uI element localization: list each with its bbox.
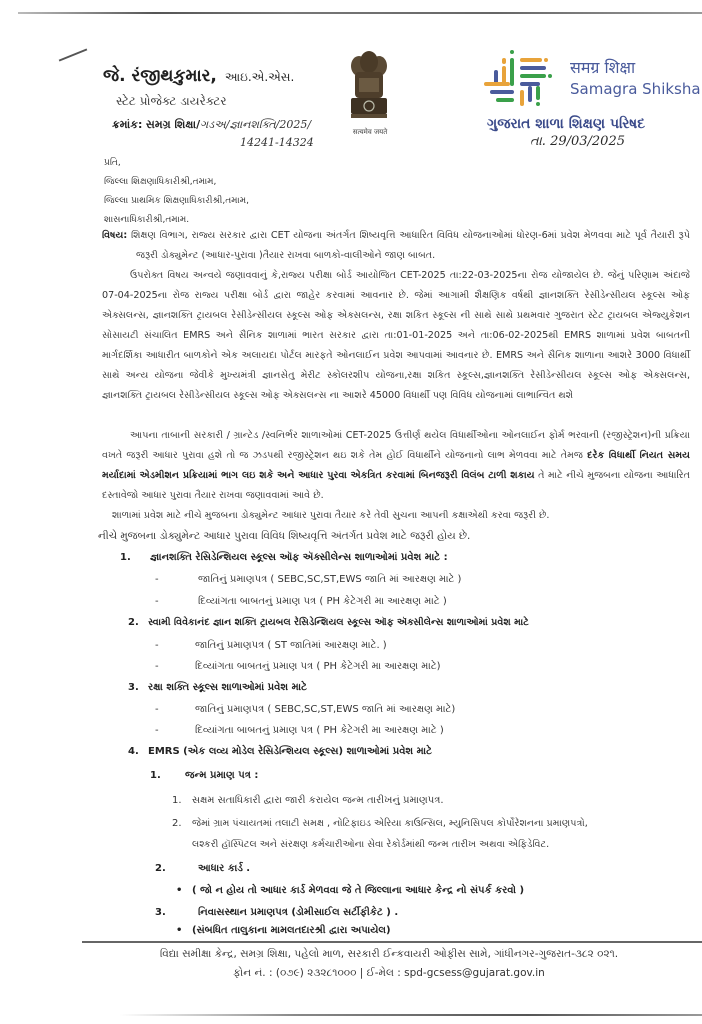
emrs-sub2-number: 2. [155,863,166,874]
dash-bullet: - [155,725,159,736]
subject-text: શિક્ષણ વિભાગ, રાજ્ય સરકાર દ્વારા CET યોજના અંતર્ગત શિષ્યવૃત્તિ આધારિત વિવિધ યોજનાઓમાં ધોરણ-6માં પ્રવેશ મેળવવા માટે પૂર્વ તૈયારી રૂપે જરૂરી ડોક્યુમેન્ટ (આધાર-પુરાવા )તૈયાર રાખવા બાળકો-વાલીઓને જાણ બાબત. [130,230,690,261]
recipient-line: જિલ્લા શિક્ષણાધિકારીશ્રી,તમામ, [104,177,217,187]
samagra-shiksha-logo-icon [482,48,564,110]
body-paragraph-1: ઉપરોક્ત વિષય અન્વયે જણાવવાનું કે,રાજ્ય પરીક્ષા બોર્ડ આયોજિત CET-2025 તા:22-03-2025ના રોજ યોજાયેલ છે. જેનું પરિણામ અંદાજે 07-04-2025ના રોજ રાજ્ય પરીક્ષા બોર્ડ દ્વારા જાહેર કરવામાં આવનાર છે. જેમાં આગામી શૈક્ષણિક વર્ષથી જ્ઞાનશક્તિ રેસીડેન્સીયલ સ્કૂલ્સ ઓફ એક્સલન્સ, જ્ઞાનશક્તિ ટ્રાયબલ રેસીડેન્સીયલ સ્કૂલ્સ ઓફ એક્સલન્સ, રક્ષા શકિત સ્કૂલ્સ ની સાથે સાથે પ્રથમવાર ગુજરાત સ્ટેટ ટ્રાયબલ એજ્યુકેશન સોસાયટી સંચાલિત EMRS અને સૈનિક શાળામાં ભારત સરકાર દ્વારા તા:01-01-2025 અને તા:06-02-2025થી EMRS શાળામાં પ્રવેશ બાબતની માર્ગદર્શિકા આધારીત બાળકોને એક અલાયદા પોર્ટલ મારફતે ઓનલાઈન પ્રવેશ આપવામાં આવનાર છે. EMRS અને સૈનિક શાળાના આશરે 3000 વિધાર્થી સાથે અન્ય યોજના જેવીકે મુખ્યમંત્રી જ્ઞાનસેતુ મેરીટ સ્કોલરશીપ યોજના,રક્ષા શકિત સ્કૂલ્સ,જ્ઞાનશક્તિ રેસીડેન્સીયલ સ્કૂલ્સ ઓફ એક્સલન્સ, જ્ઞાનશક્તિ ટ્રાયબલ રેસીડેન્સીયલ સ્કૂલ્સ ઓફ એક્સલન્સ ના આશરે 45000 વિધાર્થી પણ વિવિધ યોજનામાં લાભાન્વિત થશે [102,270,690,401]
para2-emphasis: દરેક વિધાર્થી નિયત સમય મર્યાદામાં એડમીશન પ્રક્રિયામાં ભાગ લઇ શકે અને આધાર પુરવા એકત્રિત કરવામાં બિનજરૂરી વિલંબ ટાળી શકાય [102,450,690,481]
officer-name-text: જે. રંજીથકુમાર, [103,66,217,86]
recipient-prati: પ્રતિ, [104,158,121,168]
section-3-item: જાતિનું પ્રમાણપત્ર ( SEBC,SC,ST,EWS જાતિ માં આરક્ષણ માટે) [195,704,456,715]
recipient-line: શાસનાધિકારીશ્રી,તમામ. [104,215,190,225]
pen-mark [59,48,88,61]
section-2-title: સ્વામી વિવેકાનંદ જ્ઞાન શક્તિ ટ્રાયબલ રેસિડેન્શિયલ સ્કૂલ્સ ઑફ ઍક્સીલેન્સ શાળાઓમાં પ્રવેશ માટે [148,617,529,628]
section-4-title: EMRS (એક લવ્ય મોડેલ રેસિડેન્શિયલ સ્કૂલ્સ) શાળાઓમાં પ્રવેશ માટે [148,746,432,757]
section-2-number: 2. [128,617,139,628]
section-3-item: દિવ્યાંગતા બાબતનું પ્રમાણ પત્ર ( PH કેટેગરી મા આરક્ષણ માટે ) [195,725,444,736]
emrs-sub2-title: આધાર કાર્ડ . [198,863,251,874]
emrs-sub3-number: 3. [155,907,166,918]
dash-bullet: - [155,704,159,715]
national-emblem-icon [345,48,393,126]
footer-divider [82,941,702,943]
dash-bullet: - [155,640,159,651]
officer-name [103,66,294,86]
emrs-sub1-item: સક્ષમ સતાધિકારી દ્વારા જારી કરાયેલ જન્મ તારીખનું પ્રમાણપત્ર. [192,795,444,806]
dash-bullet: - [155,596,159,607]
emrs-sub2-note: ( જો ન હોય તો આધાર કાર્ડ મેળવવા જે તે જિલ્લાના આધાર કેન્દ્ર નો સંપર્ક કરવો ) [192,885,525,896]
scan-top-edge [18,12,702,14]
letter-date: તા. 29/03/2025 [530,134,625,149]
email-address[interactable]: spd-gcsess@gujarat.gov.in [404,967,545,979]
footer-contact [84,967,694,980]
subject [102,226,690,266]
phone-label: ફોન નં. : [233,967,273,979]
emrs-sub1-number: 1. [150,770,161,781]
officer-degree: આઇ.એ.એસ. [224,70,295,84]
logo-title-hindi: समग्र शिक्षा [570,58,636,77]
para2-text-end: તે માટે નીચે મુજબના યોજના આધારિત દસ્તાવેજો આધાર પુરાવા તૈયાર રાખવા જણાવવામાં આવે છે. [102,470,690,501]
emblem-motto: सत्यमेव जयते [352,128,388,136]
bullet-dot: • [176,885,183,896]
section-2-item: દિવ્યાંગતા બાબતનું પ્રમાણ પત્ર ( PH કેટેગરી મા આરક્ષણ માટે) [195,661,441,672]
emrs-sub1-item-cont: લશ્કરી હૉસ્પિટલ અને સંરક્ષણ કર્મચારીઓના સેવા રેકોર્ડમાંથી જન્મ તારીખ અથવા એફિડેવિટ. [192,839,550,850]
logo-title-english: Samagra Shiksha [570,80,701,98]
section-1-item: દિવ્યાંગતા બાબતનું પ્રમાણ પત્ર ( PH કેટેગરી મા આરક્ષણ માટે ) [198,596,447,607]
para2-text: આપના તાબાની સરકારી / ગ્રાન્ટેડ /સ્વનિર્ભર શાળાઓમાં CET-2025 ઉત્તીર્ણ થયેલ વિધાર્થીઓના ઓનલાઈન ફોર્મ ભરવાની (રજીસ્ટ્રેશન)ની પ્રક્રિયા વખતે જરૂરી આધાર પુરાવા હશે તો જ ઝડપથી રજીસ્ટ્રેશન થઇ શકે તેમ હોઈ વિધાર્થીને યોજનાનો લાભ મેળવવા માટે તેમજ [102,430,690,461]
council-name: ગુજરાત શાળા શિક્ષણ પરિષદ [487,116,646,132]
subject-label: વિષય: [102,230,128,241]
emrs-sub1-item-number: 1. [172,795,182,806]
body-paragraph-4: નીચે મુજબના ડોક્યુમેન્ટ આધાર પુરાવા વિવિધ શિષ્યવૃત્તિ અંતર્ગત પ્રવેશ માટે જરૂરી હોય છે. [98,530,471,542]
designation: સ્ટેટ પ્રોજેક્ટ ડાયરેક્ટર [116,94,227,108]
dash-bullet: - [155,661,159,672]
ref-outward-number: 14241-14324 [240,136,314,149]
email-label: ઈ-મેલ : [366,967,401,979]
emrs-sub3-note: (સંબધિત તાલુકાના મામલતદારશ્રી દ્વારા અપાયેલ) [192,925,391,936]
section-4-number: 4. [128,746,139,757]
section-1-number: 1. [120,552,131,563]
body-paragraph-2 [102,426,690,506]
body-paragraph-3: શાળામાં પ્રવેશ માટે નીચે મુજબના ડોક્યુમેન્ટ આધાર પુરાવા તૈયાર કરે તેવી સુચના આપની કક્ષાએથી કરવા જરૂરી છે. [112,510,550,521]
bullet-dot: • [176,925,183,936]
scan-bottom-edge [120,1014,702,1016]
ref-handwritten: ગડઅ/જ્ઞાનશક્તિ/2025/ [200,118,312,131]
emrs-sub1-item: જેમાં ગ્રામ પંચાયતમાં તલાટી સમક્ષ , નોટિફાઇડ એરિયા કાઉન્સિલ, મ્યુનિસિપલ કોર્પોરેશનના પ્રમાણપત્રો, [192,818,588,829]
ref-printed: સમગ્ર શિક્ષા/ [145,118,201,131]
section-1-title: જ્ઞાનશક્તિ રેસિડેન્શિયલ સ્કૂલ્સ ઑફ ઍક્સીલેન્સ શાળાઓમાં પ્રવેશ માટે : [150,552,448,563]
section-3-number: 3. [128,682,139,693]
recipient-line: જિલ્લા પ્રાથમિક શિક્ષણાધિકારીશ્રી,તમામ, [104,196,249,206]
phone-number: (૦૭૯) ૨૩૨૮૧૦૦૦ [275,967,357,979]
ref-label: ક્રમાંક: [112,118,143,131]
emrs-sub3-title: નિવાસસ્થાન પ્રમાણપત્ર (ડોમીસાઈલ સર્ટીફીકેટ ) . [198,907,399,918]
section-1-item: જાતિનું પ્રમાણપત્ર ( SEBC,SC,ST,EWS જાતિ માં આરક્ષણ માટે ) [198,574,462,585]
footer-address: વિદ્યા સમીક્ષા કેન્દ્ર, સમગ્ર શિક્ષા, પહેલો માળ, સરકારી ઈન્કવાયરી ઓફીસ સામે, ગાંધીનગર-ગુજરાત-૩૮૨ ૦૨૧. [159,948,619,960]
section-3-title: રક્ષા શક્તિ સ્કૂલ્સ શાળાઓમાં પ્રવેશ માટે [148,682,307,693]
reference-number [112,118,311,132]
section-2-item: જાતિનું પ્રમાણપત્ર ( ST જાતિમાં આરક્ષણ માટે. ) [195,640,387,651]
emrs-sub1-title: જન્મ પ્રમાણ પત્ર : [185,770,259,781]
emrs-sub1-item-number: 2. [172,818,182,829]
dash-bullet: - [155,574,159,585]
separator: | [359,967,364,979]
